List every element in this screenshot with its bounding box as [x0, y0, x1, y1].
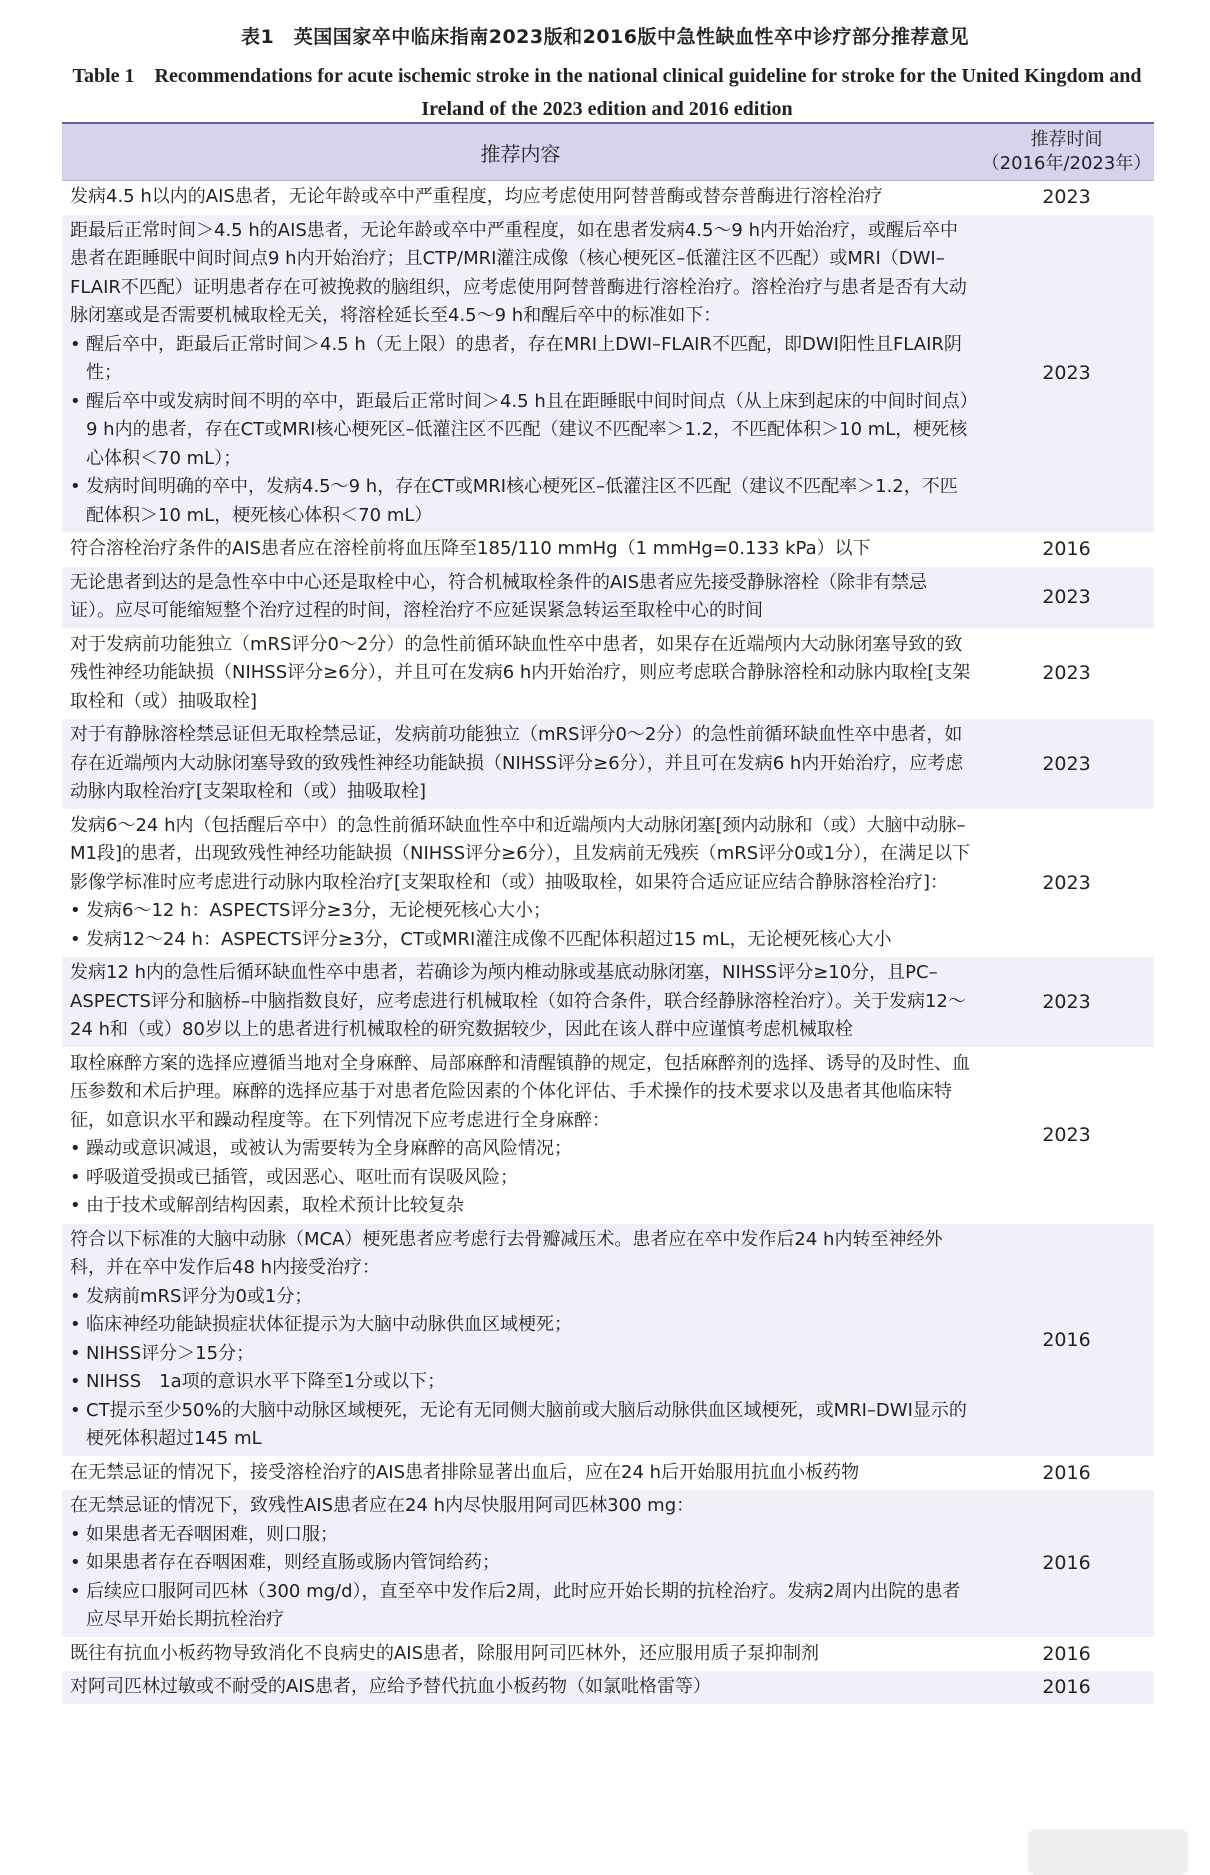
- bullet-text: 醒后卒中，距最后正常时间＞4.5 h（无上限）的患者，存在MRI上DWI–FLAIR不匹配，即DWI阳性且FLAIR阴性；: [86, 333, 962, 383]
- recommendation-paragraph: 对于发病前功能独立（mRS评分0～2分）的急性前循环缺血性卒中患者，如果存在近端颅内大动脉闭塞导致的致残性神经功能缺损（NIHSS评分≥6分），并且可在发病6 h内开始治疗，则应考虑联合静脉溶栓和动脉内取栓[支架取栓和（或）抽吸取栓]: [70, 633, 971, 712]
- recommendation-year: 2023: [1042, 752, 1091, 775]
- table-row: [62, 215, 1154, 534]
- recommendation-paragraph: 对阿司匹林过敏或不耐受的AIS患者，应给予替代抗血小板药物（如氯吡格雷等）: [70, 1676, 712, 1697]
- recommendation-year: 2023: [1042, 362, 1091, 385]
- recommendation-text: [62, 1490, 979, 1637]
- recommendation-paragraph: 符合以下标准的大脑中动脉（MCA）梗死患者应考虑行去骨瓣减压术。患者应在卒中发作后24 h内转至神经外科，并在卒中发作后48 h内接受治疗：: [70, 1228, 943, 1278]
- recommendation-bullet: [70, 1578, 971, 1635]
- table-row: [62, 629, 1154, 720]
- recommendation-year: 2023: [1042, 586, 1091, 608]
- table-row: [62, 181, 1154, 215]
- recommendation-paragraph: 发病12 h内的急性后循环缺血性卒中患者，若确诊为颅内椎动脉或基底动脉闭塞，NIHSS评分≥10分，且PC–ASPECTS评分和脑桥–中脑指数良好，应考虑进行机械取栓（如符合条件，联合经静脉溶栓治疗）。关于发病12～24 h和（或）80岁以上的患者进行机械取栓的研究数据较少，因此在该人群中应谨慎考虑机械取栓: [70, 962, 966, 1040]
- header-time: [979, 128, 1154, 176]
- recommendation-bullet: [70, 1311, 971, 1340]
- recommendation-year: 2023: [1042, 1124, 1091, 1146]
- recommendation-text: [62, 719, 979, 809]
- recommendation-year: 2016: [1042, 538, 1091, 561]
- table-row: [62, 533, 1154, 567]
- recommendation-bullet: [70, 473, 971, 530]
- recommendation-year: 2016: [1042, 1328, 1091, 1351]
- bullet-text: 醒后卒中或发病时间不明的卒中，距最后正常时间＞4.5 h且在距睡眠中间时间点（从上床到起床的中间时间点）9 h内的患者，存在CT或MRI核心梗死区–低灌注区不匹配（建议不匹配率＞1.2，不匹配体积＞10 mL，梗死核心体积＜70 mL）；: [86, 390, 969, 469]
- recommendation-paragraph: 对于有静脉溶栓禁忌证但无取栓禁忌证，发病前功能独立（mRS评分0～2分）的急性前循环缺血性卒中患者，如存在近端颅内大动脉闭塞导致的致残性神经功能缺损（NIHSS评分≥6分），并且可在发病6 h内开始治疗，应考虑动脉内取栓治疗[支架取栓和（或）抽吸取栓]: [70, 724, 964, 802]
- table-header: [62, 124, 1154, 181]
- recommendation-text: [62, 1638, 979, 1671]
- bullet-text: 由于技术或解剖结构因素，取栓术预计比较复杂: [86, 1195, 464, 1216]
- bullet-text: NIHSS 1a项的意识水平下降至1分或以下；: [86, 1371, 446, 1392]
- recommendation-bullet: [70, 1521, 971, 1550]
- bullet-text: 发病6～12 h：ASPECTS评分≥3分，无论梗死核心大小；: [86, 900, 551, 921]
- recommendation-text: [62, 181, 979, 214]
- table-row: [62, 1457, 1154, 1491]
- recommendation-year: 2023: [1042, 186, 1091, 209]
- recommendation-year: 2023: [1042, 990, 1091, 1013]
- recommendation-bullet: [70, 1368, 971, 1397]
- recommendation-year: 2016: [1042, 1461, 1091, 1484]
- table-row: [62, 810, 1154, 958]
- table-row: [62, 1638, 1154, 1672]
- recommendation-bullet: [70, 897, 971, 926]
- recommendation-paragraph: 在无禁忌证的情况下，接受溶栓治疗的AIS患者排除显著出血后，应在24 h后开始服用抗血小板药物: [70, 1461, 860, 1483]
- recommendation-text: [62, 1457, 979, 1490]
- recommendation-paragraph: 既往有抗血小板药物导致消化不良病史的AIS患者，除服用阿司匹林外，还应服用质子泵抑制剂: [70, 1642, 820, 1664]
- table-row: [62, 1048, 1154, 1224]
- recommendation-year: 2016: [1042, 1676, 1091, 1699]
- recommendation-text: [62, 533, 979, 566]
- table-body: [62, 181, 1154, 1705]
- header-time-line2: （2016年/2023年）: [981, 153, 1152, 174]
- recommendation-text: [62, 1224, 979, 1456]
- recommendation-year: 2023: [1042, 662, 1091, 685]
- table-row: [62, 567, 1154, 629]
- recommendation-bullet: [70, 1192, 971, 1221]
- recommendation-bullet: [70, 388, 971, 474]
- bullet-text: 发病前mRS评分为0或1分；: [86, 1285, 313, 1307]
- recommendation-bullet: [70, 1135, 971, 1164]
- header-time-line1: 推荐时间: [1030, 129, 1103, 150]
- bullet-text: 临床神经功能缺损症状体征提示为大脑中动脉供血区域梗死；: [86, 1314, 572, 1335]
- bullet-text: 躁动或意识减退，或被认为需要转为全身麻醉的高风险情况；: [86, 1138, 572, 1159]
- table-row: [62, 1671, 1154, 1705]
- bullet-text: NIHSS评分＞15分；: [86, 1342, 255, 1364]
- recommendation-paragraph: 取栓麻醉方案的选择应遵循当地对全身麻醉、局部麻醉和清醒镇静的规定，包括麻醉剂的选择、诱导的及时性、血压参数和术后护理。麻醉的选择应基于对患者危险因素的个体化评估、手术操作的技术要求以及患者其他临床特征，如意识水平和躁动程度等。在下列情况下应考虑进行全身麻醉：: [70, 1052, 970, 1131]
- recommendation-paragraph: 距最后正常时间＞4.5 h的AIS患者，无论年龄或卒中严重程度，如在患者发病4.5～9 h内开始治疗，或醒后卒中患者在距睡眠中间时间点9 h内开始治疗；且CTP/MRI灌注成像（核心梗死区–低灌注区不匹配）或MRI（DWI–FLAIR不匹配）证明患者存在可被挽救的脑组织，应考虑使用阿替普酶进行溶栓治疗。溶栓治疗与患者是否有大动脉闭塞或是否需要机械取栓无关，将溶栓延长至4.5～9 h和醒后卒中的标准如下：: [70, 219, 967, 326]
- recommendation-text: [62, 810, 979, 957]
- recommendation-paragraph: 符合溶栓治疗条件的AIS患者应在溶栓前将血压降至185/110 mmHg（1 mmHg=0.133 kPa）以下: [70, 538, 871, 559]
- bullet-text: 发病12～24 h：ASPECTS评分≥3分，CT或MRI灌注成像不匹配体积超过15 mL，无论梗死核心大小: [86, 928, 892, 950]
- bullet-text: 发病时间明确的卒中，发病4.5～9 h，存在CT或MRI核心梗死区–低灌注区不匹配（建议不匹配率＞1.2，不匹配体积＞10 mL，梗死核心体积＜70 mL）: [86, 476, 958, 526]
- recommendation-text: [62, 1048, 979, 1223]
- recommendation-text: [62, 957, 979, 1047]
- table-row: [62, 719, 1154, 810]
- recommendation-text: [62, 1671, 979, 1704]
- recommendation-bullet: [70, 1164, 971, 1193]
- recommendation-text: [62, 567, 979, 628]
- recommendation-paragraph: 发病6～24 h内（包括醒后卒中）的急性前循环缺血性卒中和近端颅内大动脉闭塞[颈内动脉和（或）大脑中动脉–M1段]的患者，出现致残性神经功能缺损（NIHSS评分≥6分），且发病前无残疾（mRS评分0或1分），在满足以下影像学标准时应考虑进行动脉内取栓治疗[支架取栓和（或）抽吸取栓，如果符合适应证应结合静脉溶栓治疗]：: [70, 814, 971, 893]
- bullet-text: 后续应口服阿司匹林（300 mg/d），直至卒中发作后2周，此时应开始长期的抗栓治疗。发病2周内出院的患者应尽早开始长期抗栓治疗: [86, 1580, 961, 1630]
- recommendation-text: [62, 629, 979, 719]
- recommendation-year: 2023: [1042, 871, 1091, 894]
- bullet-text: 呼吸道受损或已插管，或因恶心、呕吐而有误吸风险；: [86, 1166, 518, 1188]
- recommendation-year: 2016: [1042, 1642, 1091, 1665]
- watermark-logo: [1028, 1829, 1188, 1875]
- recommendation-paragraph: 发病4.5 h以内的AIS患者，无论年龄或卒中严重程度，均应考虑使用阿替普酶或替奈普酶进行溶栓治疗: [70, 186, 883, 207]
- recommendation-table: [62, 122, 1154, 1705]
- table-row: [62, 1224, 1154, 1457]
- recommendation-year: 2016: [1042, 1552, 1091, 1575]
- recommendation-bullet: [70, 926, 971, 955]
- bullet-text: 如果患者存在吞咽困难，则经直肠或肠内管饲给药；: [86, 1552, 500, 1573]
- recommendation-bullet: [70, 1283, 971, 1312]
- recommendation-bullet: [70, 1397, 971, 1454]
- bullet-text: CT提示至少50%的大脑中动脉区域梗死，无论有无同侧大脑前或大脑后动脉供血区域梗死，或MRI–DWI显示的梗死体积超过145 mL: [86, 1399, 967, 1449]
- recommendation-bullet: [70, 1549, 971, 1578]
- table-row: [62, 1490, 1154, 1638]
- table-caption-english: Table 1 Recommendations for acute ischemic stroke in the national clinical guideline for stroke for the United Kingdom and Ireland of the 2023 edition and 2016 edition: [72, 65, 1142, 120]
- recommendation-paragraph: 在无禁忌证的情况下，致残性AIS患者应在24 h内尽快服用阿司匹林300 mg：: [70, 1495, 695, 1516]
- recommendation-text: [62, 215, 979, 533]
- recommendation-paragraph: 无论患者到达的是急性卒中中心还是取栓中心，符合机械取栓条件的AIS患者应先接受静脉溶栓（除非有禁忌证）。应尽可能缩短整个治疗过程的时间，溶栓治疗不应延误紧急转运至取栓中心的时间: [70, 571, 928, 621]
- table-caption-chinese: 表1 英国国家卒中临床指南2023版和2016版中急性缺血性卒中诊疗部分推荐意见: [241, 26, 969, 48]
- bullet-text: 如果患者无吞咽困难，则口服；: [86, 1523, 338, 1545]
- header-content: 推荐内容: [480, 141, 561, 166]
- recommendation-bullet: [70, 331, 971, 388]
- table-row: [62, 957, 1154, 1048]
- recommendation-bullet: [70, 1340, 971, 1369]
